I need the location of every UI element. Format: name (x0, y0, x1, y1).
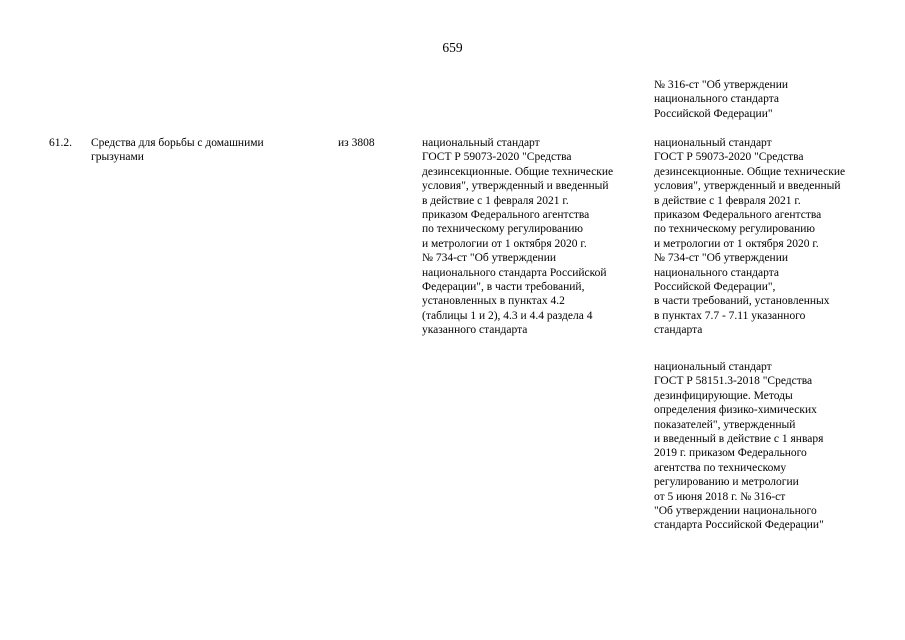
test-method-standard-1: национальный стандарт ГОСТ Р 59073-2020 "Средства дезинсекционные. Общие технические условия", утвержденный и введенный в действие с 1 февраля 2021 г. приказом Федерального агентства по техническому регулированию и метрологии от 1 октября 2020 г. № 734-ст "Об утверждении национального стандарта Российской Федерации", в части требований, установленных в пунктах 7.7 - 7.11 указанного стандарта (654, 137, 846, 337)
requirements-standard: национальный стандарт ГОСТ Р 59073-2020 "Средства дезинсекционные. Общие технические условия", утвержденный и введенный в действие с 1 февраля 2021 г. приказом Федерального агентства по техническому регулированию и метрологии от 1 октября 2020 г. № 734-ст "Об утверждении национального стандарта Российской Федерации", в части требований, установленных в пунктах 4.2 (таблицы 1 и 2), 4.3 и 4.4 раздела 4 указанного стандарта (422, 137, 614, 337)
row-number: 61.2. (49, 137, 72, 149)
test-methods-continuation: № 316-ст "Об утверждении национального стандарта Российской Федерации" (654, 79, 789, 120)
page-number: 659 (442, 40, 463, 55)
product-name: Средства для борьбы с домашними грызунами (91, 137, 264, 164)
test-method-standard-2: национальный стандарт ГОСТ Р 58151.3-2018 "Средства дезинфицирующие. Методы определения физико-химических показателей", утвержденный и введенный в действие с 1 января 2019 г. приказом Федерального агентства по техническому регулированию и метрологии от 5 июня 2018 г. № 316-ст "Об утверждении национального стандарта Российской Федерации" (654, 361, 824, 532)
tn-ved-code: из 3808 (338, 137, 375, 149)
